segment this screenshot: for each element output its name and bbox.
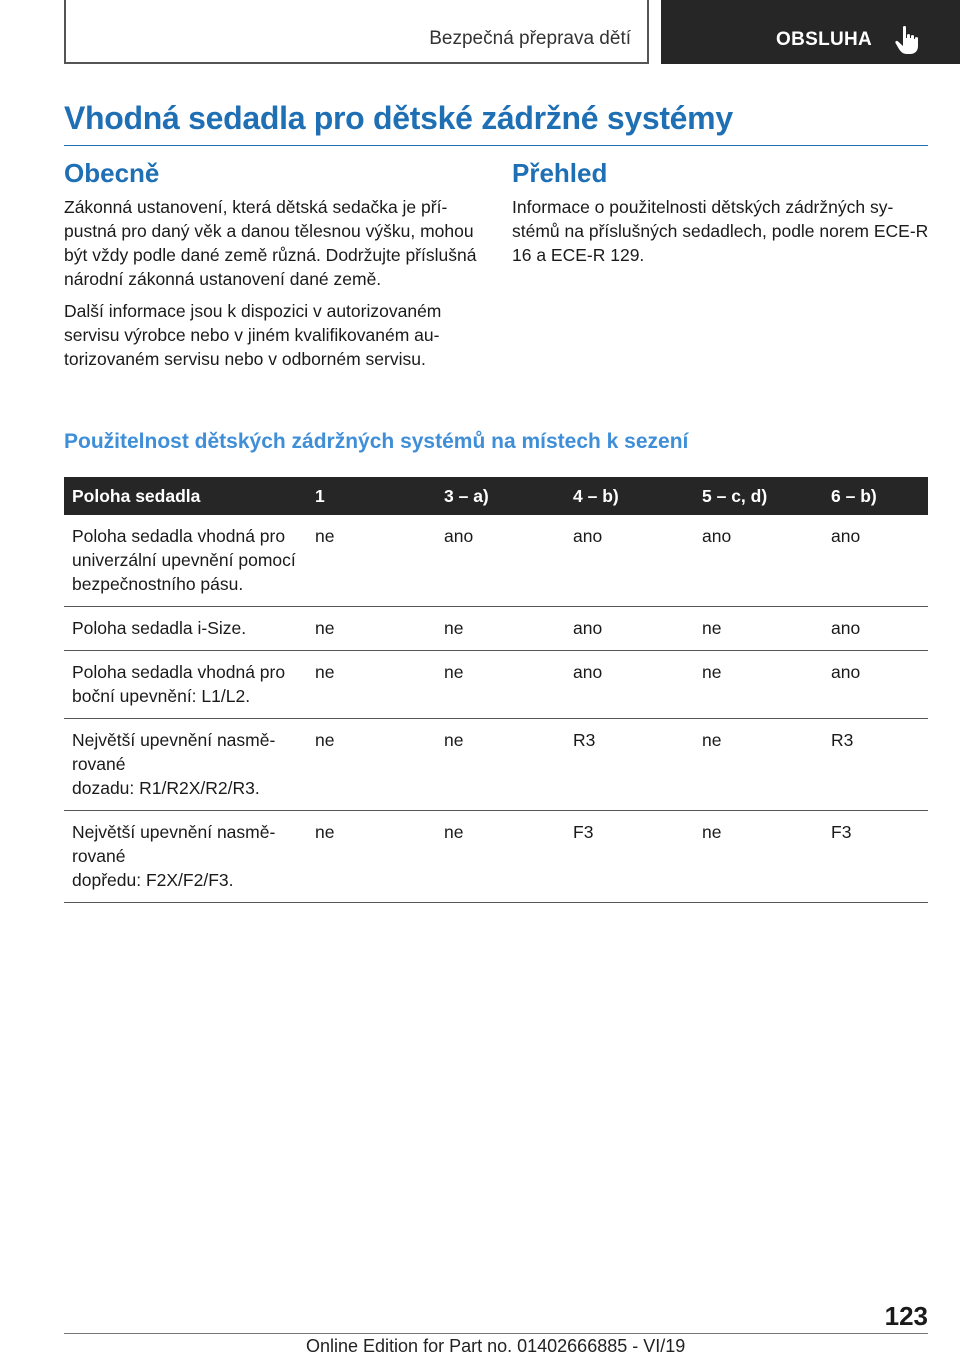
- page-title: Vhodná sedadla pro dětské zádržné systémy: [64, 100, 733, 136]
- table-cell: F3: [823, 811, 928, 903]
- table-cell: R3: [565, 719, 694, 811]
- table-cell: ano: [823, 515, 928, 607]
- general-paragraph-2: Další informace jsou k dispozici v autorizovaném servisu výrobce nebo v jiném kvalifikovaném autorizovaném servisu nebo v odborném servisu.: [64, 301, 442, 369]
- table-cell: F3: [565, 811, 694, 903]
- table-row: [64, 811, 928, 903]
- table-cell: ne: [307, 719, 436, 811]
- table-cell: Největší upevnění nasměrované dopředu: F2X/F2/F3.: [64, 811, 307, 903]
- table-row: [64, 607, 928, 651]
- table-cell: ne: [436, 811, 565, 903]
- footer-divider: [64, 1333, 928, 1334]
- general-section: [64, 158, 484, 379]
- overview-paragraph: Informace o použitelnosti dětských zádržných systémů na příslušných sedadlech, podle norem ECE-R 16 a ECE-R 129.: [512, 197, 929, 265]
- table-header-cell: 6 – b): [823, 477, 928, 515]
- header-chapter-title: OBSLUHA: [776, 29, 873, 50]
- page-number: 123: [884, 1301, 928, 1331]
- table-cell: Poloha sedadla vhodná pro univerzální upevnění pomocí bezpečnostního pásu.: [64, 515, 307, 607]
- seat-usability-table: [64, 477, 928, 903]
- table-header-cell: Poloha sedadla: [64, 477, 307, 515]
- table-cell: ano: [565, 607, 694, 651]
- table-cell: ne: [436, 607, 565, 651]
- table-cell: ne: [694, 651, 823, 719]
- table-row: [64, 719, 928, 811]
- table-row: [64, 651, 928, 719]
- table-cell: ano: [823, 607, 928, 651]
- table-cell: ne: [436, 651, 565, 719]
- header-section-title: Bezpečná přeprava dětí: [429, 28, 631, 49]
- table-header-cell: 3 – a): [436, 477, 565, 515]
- table-cell: ne: [694, 811, 823, 903]
- header-section-box: [64, 0, 649, 64]
- table-cell: ano: [565, 651, 694, 719]
- table-cell: ne: [307, 651, 436, 719]
- footer-edition: Online Edition for Part no. 01402666885 - VI/19: [306, 1336, 686, 1356]
- table-header-cell: 5 – c, d): [694, 477, 823, 515]
- table-cell: Poloha sedadla vhodná pro boční upevnění: L1/L2.: [64, 651, 307, 719]
- table-cell: ne: [307, 515, 436, 607]
- table-cell: ne: [694, 607, 823, 651]
- table-cell: ne: [307, 607, 436, 651]
- table-cell: ne: [694, 719, 823, 811]
- header-chapter-box: [661, 0, 960, 64]
- table-header-cell: 4 – b): [565, 477, 694, 515]
- table-cell: Poloha sedadla i-Size.: [64, 607, 307, 651]
- table-cell: Největší upevnění nasměrované dozadu: R1/R2X/R2/R3.: [64, 719, 307, 811]
- overview-heading: Přehled: [512, 158, 608, 188]
- pointing-hand-icon: [894, 25, 922, 55]
- table-row: [64, 515, 928, 607]
- table-cell: ano: [694, 515, 823, 607]
- general-paragraph-1: Zákonná ustanovení, která dětská sedačka je přípustná pro daný věk a danou tělesnou výšku, mohou být vždy podle dané země různá. Dodržujte příslušná národní zákonná ustanovení dané země.: [64, 197, 477, 289]
- table-cell: ano: [823, 651, 928, 719]
- table-cell: ne: [307, 811, 436, 903]
- table-cell: ano: [565, 515, 694, 607]
- table-cell: ano: [436, 515, 565, 607]
- general-heading: Obecně: [64, 158, 160, 188]
- title-divider: [64, 145, 928, 146]
- table-cell: R3: [823, 719, 928, 811]
- overview-section: [512, 158, 932, 275]
- table-header-cell: 1: [307, 477, 436, 515]
- table-cell: ne: [436, 719, 565, 811]
- table-header-row: [64, 477, 928, 515]
- usability-heading: Použitelnost dětských zádržných systémů na místech k sezení: [64, 430, 689, 453]
